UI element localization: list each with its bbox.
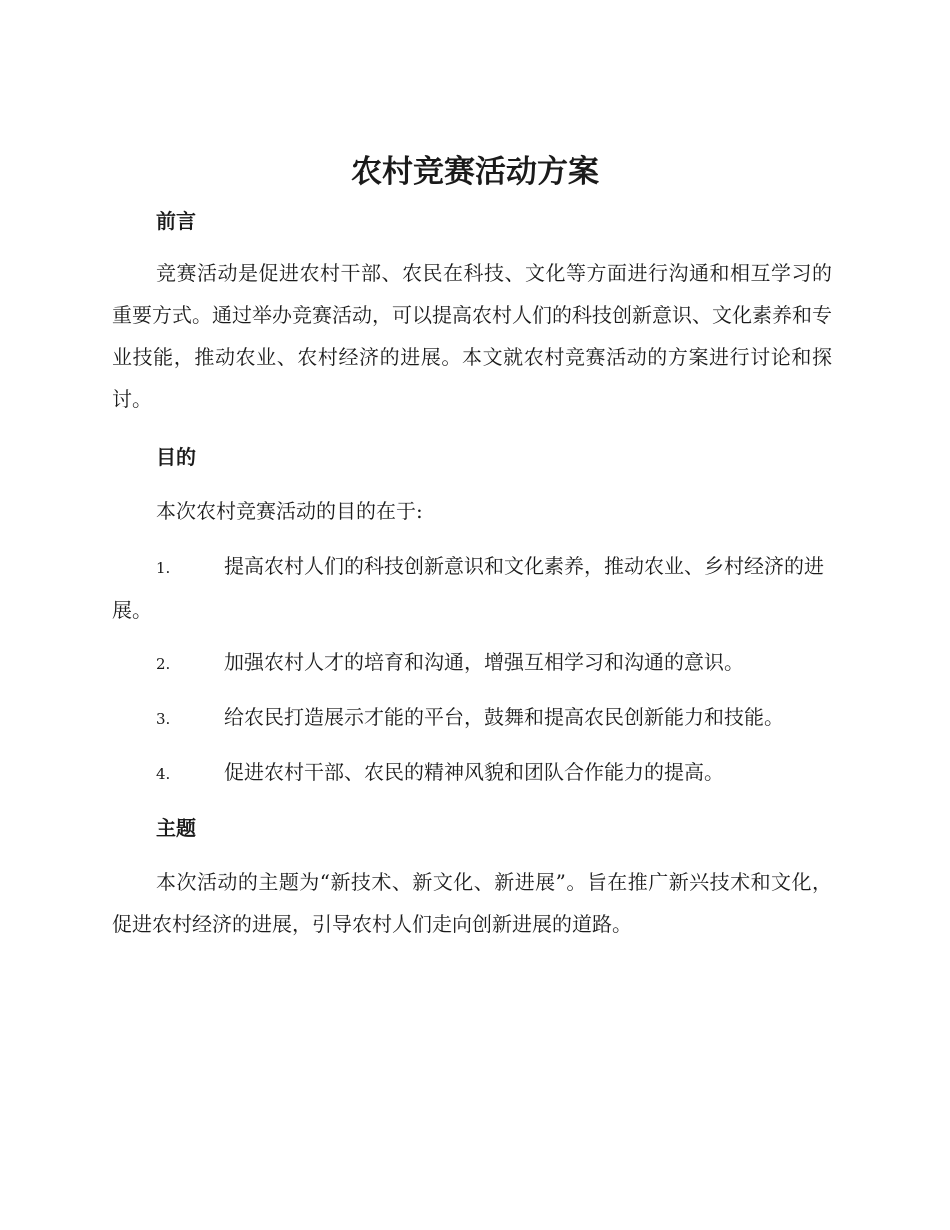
- section-heading-preface: 前言: [156, 209, 196, 233]
- list-item-number: 2.: [156, 655, 171, 673]
- list-item: [112, 545, 832, 631]
- purpose-intro: 本次农村竞赛活动的目的在于:: [156, 499, 423, 523]
- list-item: [112, 696, 832, 740]
- theme-paragraph: 本次活动的主题为“新技术、新文化、新进展”。旨在推广新兴技术和文化，促进农村经济的进展，引导农村人们走向创新进展的道路。: [112, 870, 832, 936]
- list-item-number: 4.: [156, 765, 171, 783]
- list-item-text: 给农民打造展示才能的平台，鼓舞和提高农民创新能力和技能。: [224, 705, 784, 729]
- list-item-number: 1.: [156, 559, 171, 577]
- list-item-text: 加强农村人才的培育和沟通，增强互相学习和沟通的意识。: [224, 650, 744, 674]
- list-item-text: 提高农村人们的科技创新意识和文化素养，推动农业、乡村经济的进展。: [112, 554, 824, 622]
- list-item-text: 促进农村干部、农民的精神风貌和团队合作能力的提高。: [224, 760, 724, 784]
- document-title: 农村竞赛活动方案: [351, 154, 599, 190]
- preface-paragraph: 竞赛活动是促进农村干部、农民在科技、文化等方面进行沟通和相互学习的重要方式。通过举办竞赛活动，可以提高农村人们的科技创新意识、文化素养和专业技能，推动农业、农村经济的进展。本文就农村竞赛活动的方案进行讨论和探讨。: [112, 261, 832, 411]
- section-heading-purpose: 目的: [156, 445, 196, 469]
- list-item: [112, 641, 832, 685]
- list-item: [112, 751, 832, 795]
- list-item-number: 3.: [156, 710, 171, 728]
- section-heading-theme: 主题: [156, 816, 196, 840]
